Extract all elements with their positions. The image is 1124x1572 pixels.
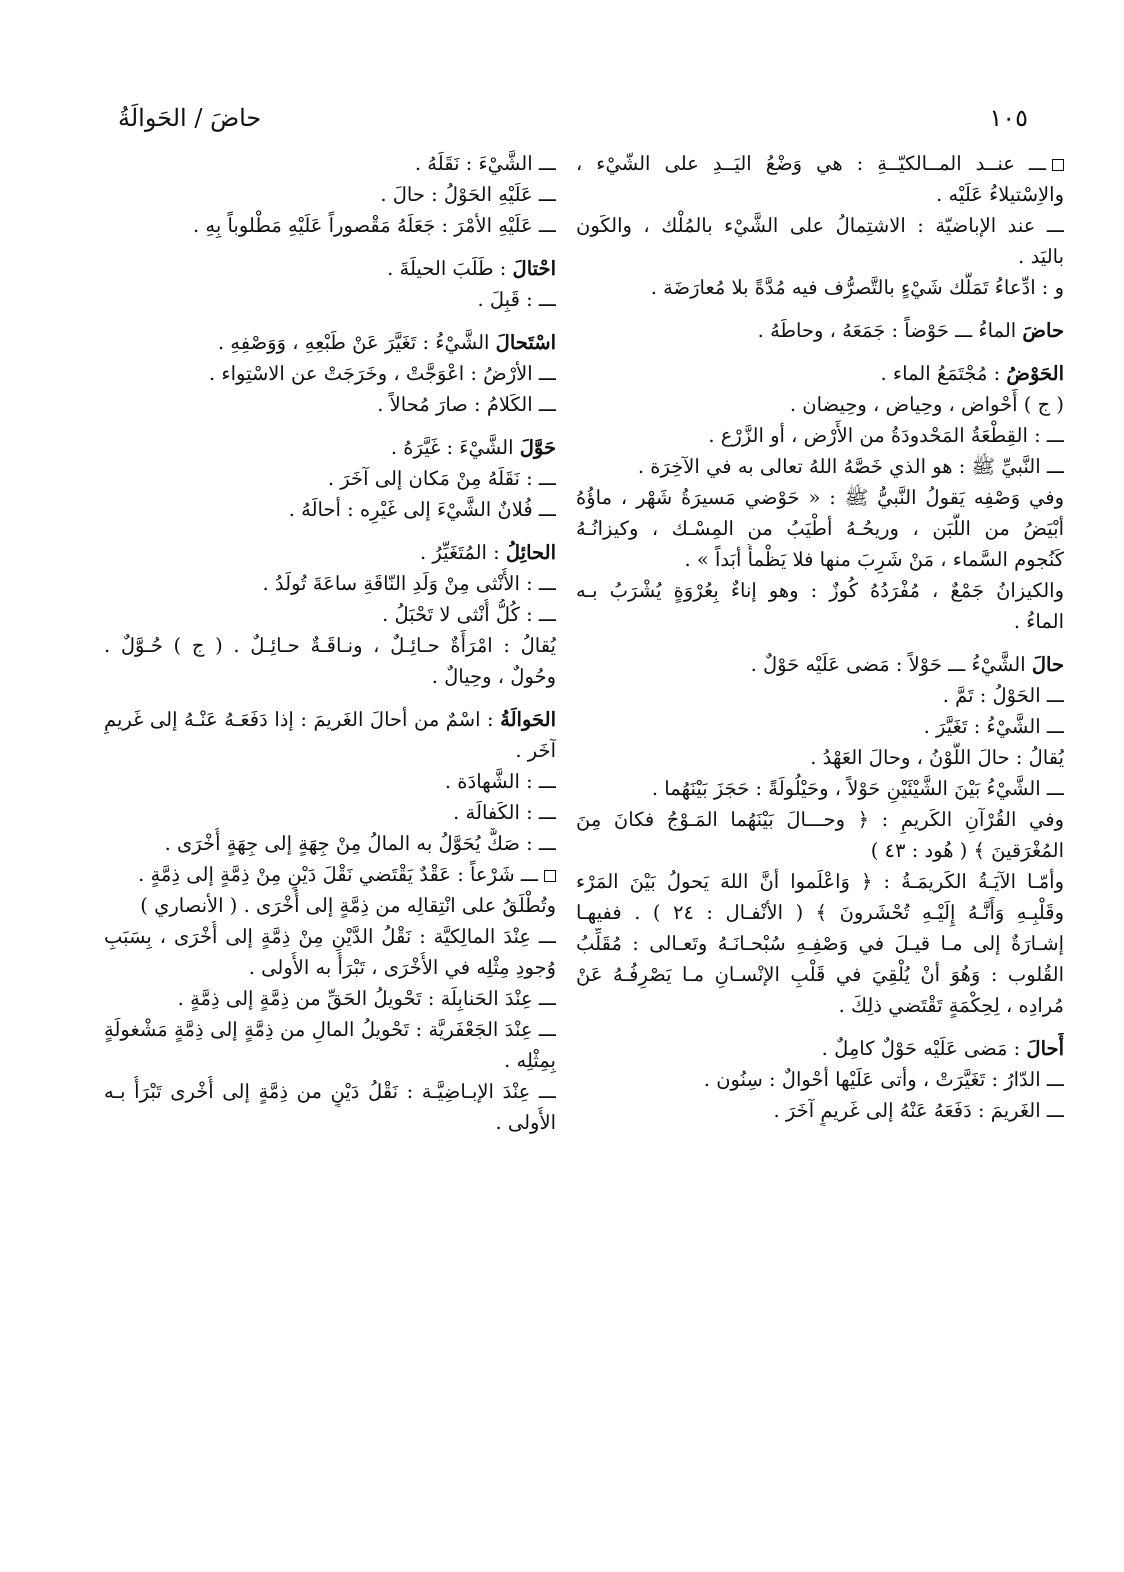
line-text: وأمّـا الآيَـةُ الكَريمَـةُ : ﴿ وَاعْلَموا أنَّ اللهَ يَحولُ بَيْنَ المَرْء [576,870,1064,893]
line-text: ـــ : الشَّهادَة . [444,770,556,793]
headword-line [576,358,1064,389]
text-line [576,451,1064,482]
text-line [104,179,556,210]
entry-gap [104,241,556,253]
line-text: إشـارَةٌ إلى مـا قيـلَ في وَصْفِـهِ سُبْحـانَـهُ وتَعـالى : مُقَلِّبُ [576,932,1064,955]
line-text: ـــ : صَكٌّ يُحَوَّلُ به المالُ مِنْ جِهَةٍ إلى جِهَةٍ أُخْرَى . [164,832,556,855]
text-line [576,928,1064,959]
line-text: ـــ الشَّيْءَ : نَقَلَهُ . [414,152,556,175]
headword-line [104,432,556,463]
line-text: ـــ الحَوْلُ : تَمَّ . [942,684,1064,707]
text-line [576,513,1064,544]
line-text: وُجودِ مِثْلِه في الأُخْرَى ، تَبْرَأُ به الأُولى . [248,956,556,979]
text-line [104,952,556,983]
text-line [104,1107,556,1138]
right-column [576,148,1064,1126]
line-text: الماءُ ـــ حَوْضاً : جَمَعَهُ ، وحاطَهُ . [757,319,1023,342]
text-line [104,210,556,241]
headword: حاضَ [1022,319,1064,342]
line-text: ـــ شَرْعاً : عَقْدٌ يَقْتَضي نَقْلَ دَيْنٍ مِنْ ذِمَّةٍ إلى ذِمَّةٍ . [138,863,538,886]
line-text: آخَر . [515,739,556,762]
text-line [576,1064,1064,1095]
headword-line [576,649,1064,680]
text-line [576,148,1064,179]
line-text: وفي القُرْآنِ الكَريمِ : ﴿ وحـــالَ بَيْنَهُما المَـوْجُ فكانَ مِنَ [576,808,1064,831]
text-line [576,897,1064,928]
text-line [104,630,556,661]
text-line [104,828,556,859]
line-text: : مُجْتَمَعُ الماء . [880,362,1007,385]
line-text: ـــ عَلَيْهِ الأمْرَ : جَعَلَهُ مَقْصوراً عَلَيْهِ مَطْلوباً بِهِ . [192,214,556,237]
headword: حَوَّلَ [519,436,556,459]
line-text: يُقالُ : امْرَأَةٌ حـائِـلٌ ، ونـاقَـةٌ حـائِـلٌ . ( ج ) حُـوَّلٌ . [104,634,556,657]
line-text: ـــ : الأُنْثى مِنْ وَلَدِ النّاقَةِ ساعَةَ تُولَدُ . [262,572,556,595]
square-marker-icon [544,870,556,882]
headword: حالَ [1031,653,1064,676]
line-text: ـــ الدّارُ : تَغَيَّرَتْ ، وأتى عَلَيْها أحْوالٌ : سِنُون . [703,1068,1064,1091]
text-line [104,890,556,921]
text-line [576,389,1064,420]
headword: الحائِلُ [505,541,556,564]
headword-line [576,315,1064,346]
line-text: الشَّيْءُ ـــ حَوْلاً : مَضى عَلَيْه حَوْلٌ . [750,653,1032,676]
line-text: ـــ الأرْضُ : اعْوَجَّتْ ، وخَرَجَتْ عن الاسْتِواء . [209,362,556,385]
line-text: وتُطْلَقُ على انْتِقالِه من ذِمَّةٍ إلى أُخْرَى . ( الأنصاري ) [140,894,556,917]
entry-gap [104,315,556,327]
headword: أَحالَ [1026,1037,1064,1060]
line-text: ـــ عِنْدَ الجَعْفَريَّة : تَحْويلُ المالِ من ذِمَّةٍ إلى ذِمَّةٍ مَشْغولَةٍ [104,1018,556,1041]
square-marker-icon [1052,159,1064,171]
line-text: الأُولى . [495,1111,556,1134]
text-line [576,711,1064,742]
text-line [104,1045,556,1076]
text-line [104,148,556,179]
text-line [576,990,1064,1021]
text-line [104,1014,556,1045]
line-text: ـــ : نَقَلَهُ مِنْ مَكان إلى آخَرَ . [327,467,556,490]
line-text: بِمِثْلِه . [504,1049,556,1072]
line-text: و : ادِّعاءُ تَمَلُّك شَيْءٍ بالتَّصرُّف فيه مُدَّةً بلا مُعارَضَة . [650,276,1064,299]
text-line [576,210,1064,241]
text-line [576,742,1064,773]
line-text: مُرادِه ، لِحِكْمَةٍ تَقْتَضي ذلِكَ . [838,994,1064,1017]
line-text: ـــ عِنْدَ الحَنابِلَة : تَحْويلُ الحَقِّ من ذِمَّةٍ إلى ذِمَّةٍ . [177,987,556,1010]
text-line [104,983,556,1014]
line-text: ـــ عَلَيْهِ الحَوْلُ : حالَ . [380,183,556,206]
page-number: ١٠٥ [989,104,1028,132]
line-text: كَنُجوم السَّماء ، مَنْ شَرِبَ منها فلا يَظْمأُ أبَداً » . [684,548,1064,571]
line-text: والاِسْتيلاءُ عَلَيْه . [936,183,1064,206]
text-line [104,797,556,828]
line-text: الشَّيْءَ : غَيَّرَهُ . [390,436,520,459]
entry-gap [576,303,1064,315]
text-line [576,241,1064,272]
line-text: ـــ : الكَفالَة . [453,801,556,824]
text-line [104,284,556,315]
line-text: ـــ : قَبِلَ . [477,288,556,311]
entry-gap [576,637,1064,649]
line-text: : اسْمٌ من أحالَ الغَريمَ : إذا دَفَعَـهُ عَنْـهُ إلى غَريمِ [104,708,501,731]
text-line [104,1076,556,1107]
line-text: ـــ : القِطْعَةُ المَحْدودَةُ من الأَرْض ، أو الزَّرْع . [708,424,1064,447]
line-text: ـــ عِنْدَ الإبـاضِيَّـة : نَقْلُ دَيْنٍ من ذِمَّةٍ إلى أُخْرى تَبْرَأُ بـه [104,1080,556,1103]
text-line [576,1095,1064,1126]
text-line [576,680,1064,711]
text-line [576,482,1064,513]
headword-line [104,253,556,284]
line-text: ـــ الكَلامُ : صارَ مُحالاً . [377,393,556,416]
text-line [576,272,1064,303]
text-line [104,389,556,420]
line-text: باليَد . [1018,245,1064,268]
line-text: ـــ الشَّيْءُ : تَغَيَّرَ . [923,715,1064,738]
text-line [104,494,556,525]
text-line [576,420,1064,451]
text-line [576,959,1064,990]
entry-gap [576,346,1064,358]
line-text: وقَلْبِـهِ وَأَنَّـهُ إِلَيْـهِ تُحْشَرونَ ﴾ ( الأنْفـال : ٢٤ ) . ففيهـا [576,901,1064,924]
line-text: ـــ النَّبيِّ ﷺ : هو الذي خَصَّهُ اللهُ تعالى به في الآخِرَة . [637,455,1064,478]
headword-line [104,327,556,358]
text-line [576,835,1064,866]
line-text: القُلوب : وَهُوَ أنْ يُلْقِيَ في قَلْبِ الإنْسـانِ مـا يَصْرِفُـهُ عَنْ [576,963,1064,986]
headword-line [104,537,556,568]
line-text: يُقالُ : حالَ اللَّوْنُ ، وحالَ العَهْدُ . [810,746,1064,769]
text-line [576,804,1064,835]
text-line [576,773,1064,804]
text-line [576,866,1064,897]
line-text: ـــ الشَّيْءُ بَيْنَ الشَّيْئَيْنِ حَوْلاً ، وحَيْلُولَةً : حَجَزَ بَيْنَهُما . [651,777,1064,800]
line-text: : المُتَغَيِّرُ . [419,541,506,564]
text-line [104,859,556,890]
text-line [576,179,1064,210]
text-line [576,606,1064,637]
text-line [104,568,556,599]
line-text: وحُولٌ ، وحِيالٌ . [431,665,556,688]
line-text: والكيزانُ جَمْعٌ ، مُفْرَدُهُ كُوزٌ : وهو إناءٌ بِعُرْوَةٍ يُشْرَبُ بـه [576,579,1064,602]
headword-line [104,704,556,735]
line-text: الشَّيْءُ : تَغَيَّرَ عَنْ طَبْعِهِ ، وَوَصْفِهِ . [217,331,496,354]
line-text: المُغْرَقينَ ﴾ ( هُود : ٤٣ ) [870,839,1064,862]
line-text: ـــ فُلانٌ الشَّيْءَ إلى غَيْرِه : أحالَهُ . [288,498,556,521]
line-text: وفي وَصْفِه يَقولُ النَّبيُّ ﷺ : « حَوْضي مَسيرَةُ شَهْر ، ماؤُهُ [576,486,1064,509]
left-column [104,148,556,1138]
headword: الحَوْضُ [1006,362,1064,385]
line-text: ـــ الغَريمَ : دَفَعَهُ عَنْهُ إلى غَريمٍ آخَرَ . [773,1099,1064,1122]
entry-gap [104,692,556,704]
headword-line [576,1033,1064,1064]
line-text: الماءُ . [1013,610,1064,633]
line-text: : طَلَبَ الحيلَةَ . [387,257,513,280]
line-text: أبْيَضُ من اللَّبَن ، وريحُـهُ أطْيَبُ من المِسْـك ، وكيزانُـهُ [576,517,1064,540]
line-text: ـــ عند الإباضيّة : الاشتِمالُ على الشَّيْء بالمُلْك ، والكَون [576,214,1064,237]
line-text: ـــ عِنْدَ المالِكيَّة : نَقْلُ الدَّيْنِ مِنْ ذِمَّةٍ إلى أُخْرَى ، بِسَبَبِ [104,925,556,948]
running-header: حاضَ / الحَوالَةُ [118,104,262,132]
entry-gap [104,420,556,432]
text-line [104,766,556,797]
text-line [104,735,556,766]
line-text: ( ج ) أَحْواض ، وحِياض ، وحِيضان . [789,393,1064,416]
text-line [576,544,1064,575]
text-line [104,661,556,692]
entry-gap [104,525,556,537]
text-line [104,599,556,630]
headword: احْتالَ [512,257,556,280]
text-line [104,358,556,389]
line-text: ـــ : كُلُّ أُنْثى لا تَحْبَلُ . [382,603,556,626]
entry-gap [576,1021,1064,1033]
line-text: ـــ عنــد المــالكيّــةِ : هي وَضْعُ اليَــدِ على الشّيْء ، [576,152,1046,175]
text-line [104,463,556,494]
text-line [576,575,1064,606]
line-text: : مَضى عَلَيْه حَوْلٌ كامِلٌ . [821,1037,1027,1060]
headword: اسْتَحالَ [495,331,556,354]
text-line [104,921,556,952]
headword: الحَوالَةُ [500,708,556,731]
